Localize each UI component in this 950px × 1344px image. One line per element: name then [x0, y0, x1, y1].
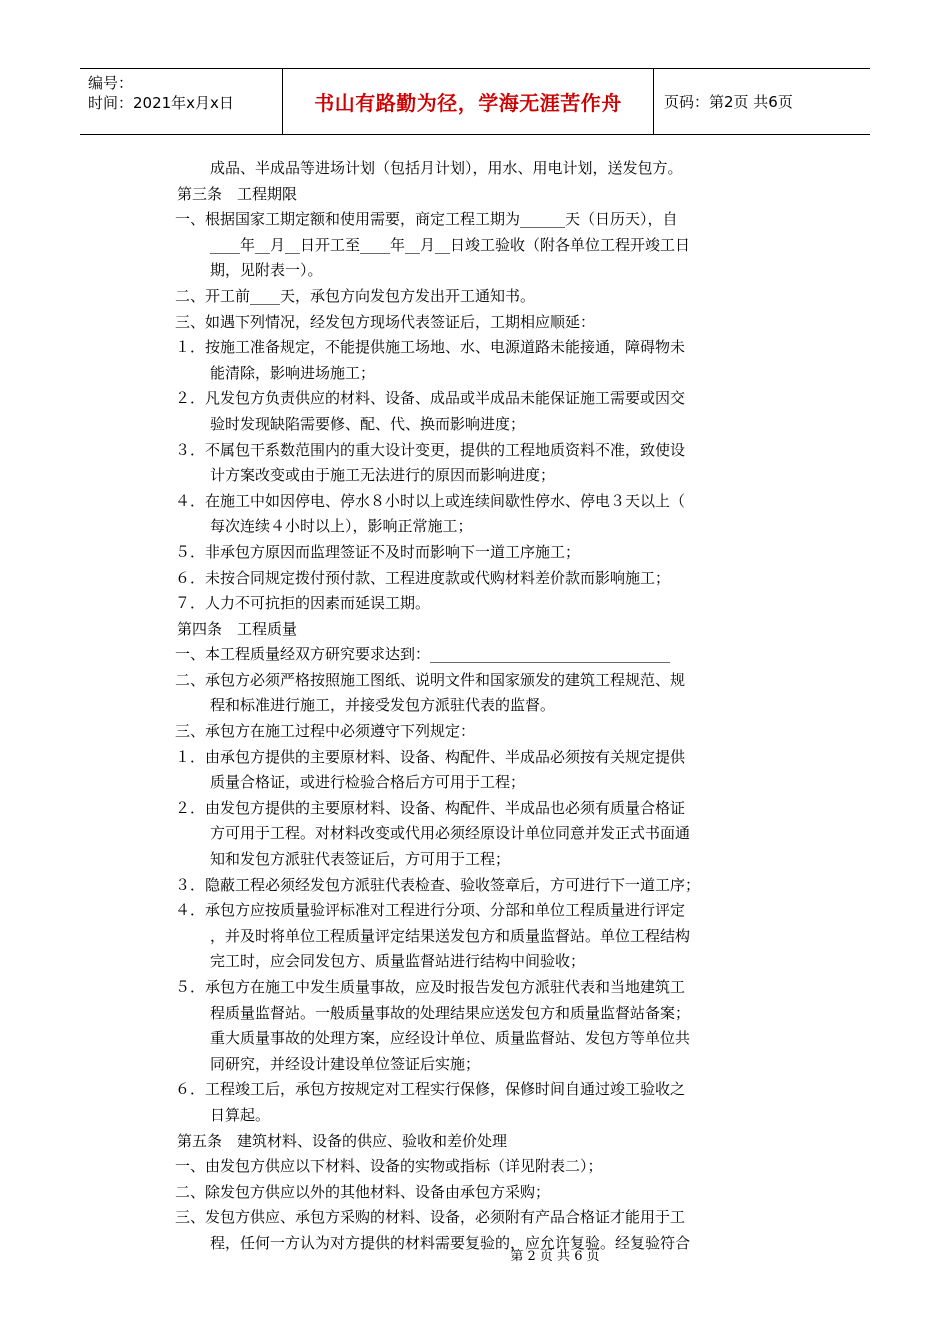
text-line: 重大质量事故的处理方案，应经设计单位、质量监督站、发包方等单位共	[210, 1029, 691, 1048]
text-line: 验时发现缺陷需要修、配、代、换而影响进度；	[210, 414, 526, 433]
text-line: ６．工程竣工后，承包方按规定对工程实行保修，保修时间自通过竣工验收之	[175, 1080, 686, 1099]
section-heading: 第四条 工程质量	[177, 619, 298, 638]
text-line: 一、由发包方供应以下材料、设备的实物或指标（详见附表二）；	[175, 1157, 603, 1176]
text-line: 程和标准进行施工，并接受发包方派驻代表的监督。	[210, 696, 556, 715]
page-header	[80, 68, 870, 135]
text-line: １．由承包方提供的主要原材料、设备、构配件、半成品必须按有关规定提供	[175, 747, 686, 766]
text-line: ３．隐蔽工程必须经发包方派驻代表检查、验收签章后，方可进行下一道工序；	[175, 875, 701, 894]
document-body	[175, 156, 765, 1257]
text-line: 期，见附表一）。	[210, 261, 323, 280]
text-line: 一、本工程质量经双方研究要求达到：________________________________	[175, 645, 671, 664]
text-line: 知和发包方派驻代表签证后，方可用于工程；	[210, 850, 511, 869]
text-line: 二、开工前____天，承包方向发包方发出开工通知书。	[175, 286, 536, 305]
text-line: 程质量监督站。一般质量事故的处理结果应送发包方和质量监督站备案；	[210, 1003, 691, 1022]
text-line: ４．承包方应按质量验评标准对工程进行分项、分部和单位工程质量进行评定	[175, 901, 686, 920]
text-line: 方可用于工程。对材料改变或代用必须经原设计单位同意并发正式书面通	[210, 824, 691, 843]
text-line: 程，任何一方认为对方提供的材料需要复验的，应允许复验。经复验符合	[210, 1233, 691, 1252]
text-line: 完工时，应会同发包方、质量监督站进行结构中间验收；	[210, 952, 586, 971]
text-line: ５．承包方在施工中发生质量事故，应及时报告发包方派驻代表和当地建筑工	[175, 978, 686, 996]
text-line: 三、如遇下列情况，经发包方现场代表签证后，工期相应顺延：	[175, 312, 596, 331]
text-line: 成品、半成品等进场计划（包括月计划），用水、用电计划，送发包方。	[210, 159, 683, 177]
text-line: ４．在施工中如因停电、停水８小时以上或连续间歇性停水、停电３天以上（	[175, 491, 686, 510]
section-heading: 第五条 建筑材料、设备的供应、验收和差价处理	[177, 1131, 508, 1150]
text-line: ，并及时将单位工程质量评定结果送发包方和质量监督站。单位工程结构	[210, 926, 691, 945]
text-line: 日算起。	[210, 1105, 271, 1124]
text-line: 同研究，并经设计建设单位签证后实施；	[210, 1054, 481, 1073]
text-line: 三、发包方供应、承包方采购的材料、设备，必须附有产品合格证才能用于工	[175, 1208, 686, 1227]
section-heading: 第三条 工程期限	[177, 184, 298, 203]
text-line: 一、根据国家工期定额和使用需要，商定工程工期为______天（日历天），自	[175, 210, 678, 229]
text-line: １．按施工准备规定，不能提供施工场地、水、电源道路未能接通，障碍物未	[175, 338, 686, 357]
header-meta	[80, 69, 282, 134]
text-line: 三、承包方在施工过程中必须遵守下列规定：	[175, 722, 476, 741]
page-footer: 第 2 页 共 6 页	[510, 1249, 600, 1264]
text-line: ６．未按合同规定拨付预付款、工程进度款或代购材料差价款而影响施工；	[175, 568, 671, 587]
text-line: 二、除发包方供应以外的其他材料、设备由承包方采购；	[175, 1182, 551, 1201]
document-date-label: 时间：2021年x月x日	[88, 94, 234, 112]
header-motto: 书山有路勤为径，学海无涯苦作舟	[282, 69, 654, 134]
text-line: ５．非承包方原因而监理签证不及时而影响下一道工序施工；	[175, 542, 581, 561]
text-line: ____年__月__日开工至____年__月__日竣工验收（附各单位工程开竣工日	[210, 235, 691, 254]
text-line: 二、承包方必须严格按照施工图纸、说明文件和国家颁发的建筑工程规范、规	[175, 670, 686, 689]
text-line: 质量合格证，或进行检验合格后方可用于工程；	[210, 773, 526, 792]
text-line: ２．凡发包方负责供应的材料、设备、成品或半成品未能保证施工需要或因交	[175, 389, 686, 408]
text-line: ７．人力不可抗拒的因素而延误工期。	[175, 594, 431, 613]
header-page-number: 页码：第2页 共6页	[664, 93, 793, 111]
text-line: 每次连续４小时以上），影响正常施工；	[210, 517, 473, 536]
text-line: ２．由发包方提供的主要原材料、设备、构配件、半成品也必须有质量合格证	[175, 798, 686, 817]
text-line: ３．不属包干系数范围内的重大设计变更，提供的工程地质资料不准，致使设	[175, 440, 686, 459]
text-line: 能清除，影响进场施工；	[210, 363, 376, 382]
text-line: 计方案改变或由于施工无法进行的原因而影响进度；	[210, 466, 556, 485]
document-number-label: 编号：	[88, 74, 134, 92]
